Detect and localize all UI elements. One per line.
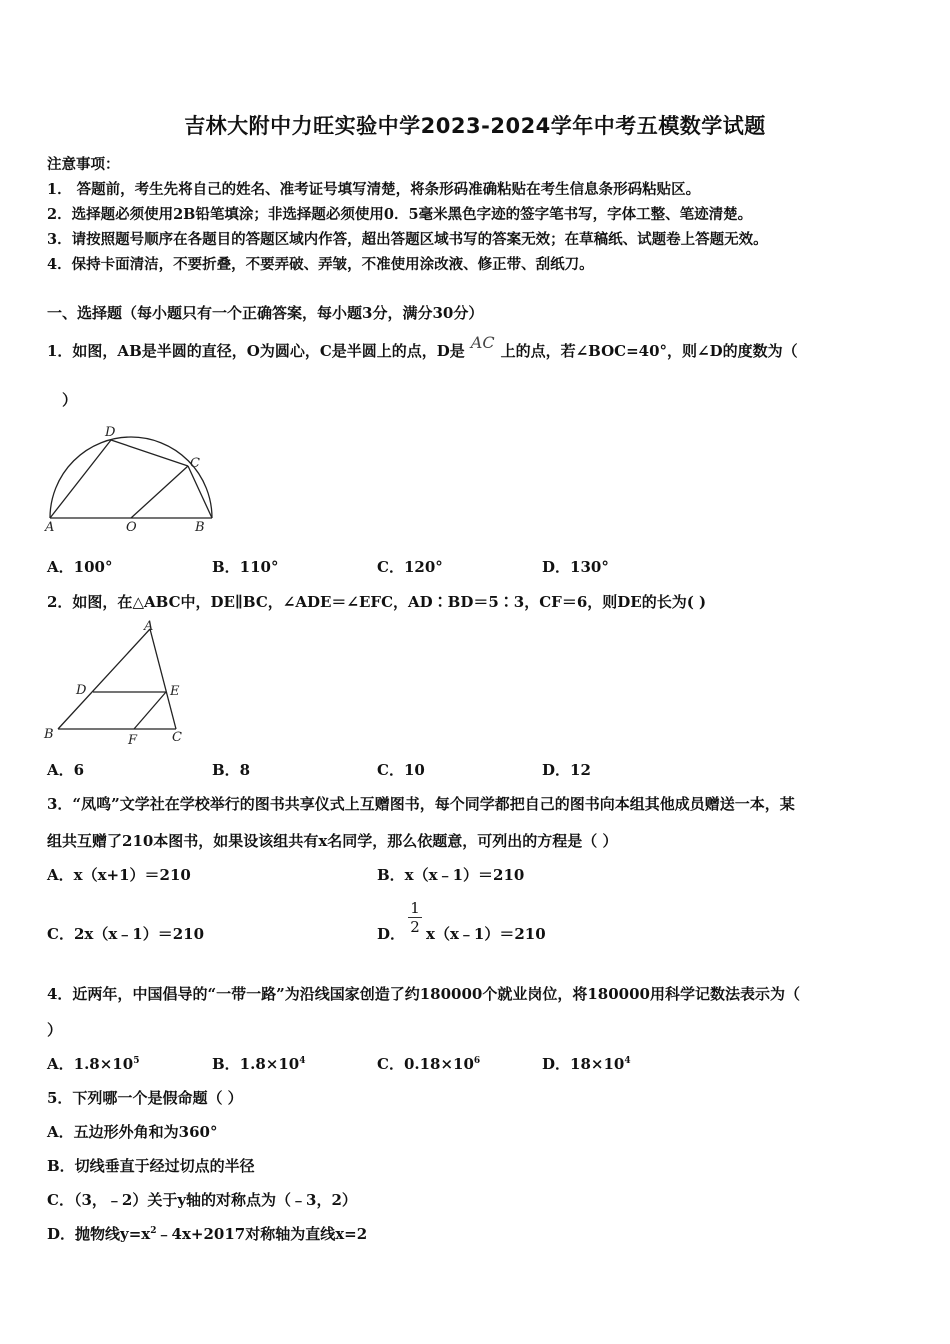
question-5: 5．下列哪一个是假命题（ ） <box>47 1089 243 1107</box>
q4-option-a[interactable] <box>47 1053 139 1074</box>
q3-option-d[interactable] <box>377 923 405 944</box>
question-1-figure <box>40 422 215 534</box>
notice-item-4: 4．保持卡面清洁，不要折叠，不要弄破、弄皱，不准使用涂改液、修正带、刮纸刀。 <box>47 256 594 273</box>
section-heading: 一、选择题（每小题只有一个正确答案，每小题3分，满分30分） <box>47 304 484 322</box>
segment-oc <box>131 466 188 518</box>
segment-ef <box>134 692 166 729</box>
page-title: 吉林大附中力旺实验中学2023-2024学年中考五模数学试题 <box>184 114 766 138</box>
q2-option-d[interactable]: D．12 <box>542 761 591 779</box>
q5-option-b[interactable]: B．切线垂直于经过切点的半径 <box>47 1157 255 1175</box>
question-1-close: ） <box>62 391 78 409</box>
q2-option-b[interactable]: B．8 <box>212 761 251 779</box>
q3-option-a[interactable]: A．x（x+1）＝210 <box>47 866 191 884</box>
question-4-line-2: ） <box>47 1021 63 1039</box>
question-3-line-2: 组共互赠了210本图书，如果设该组共有x名同学，那么依题意，可列出的方程是（ ） <box>47 832 618 850</box>
q4-option-c-exp: 6 <box>473 1056 481 1066</box>
q2-option-c[interactable]: C．10 <box>377 761 425 779</box>
label-b: B <box>195 520 205 534</box>
q2-option-a[interactable]: A．6 <box>47 761 85 779</box>
question-1-post: 上的点，若∠BOC=40°，则∠D的度数为（ <box>500 342 798 360</box>
q4-option-b-base: B．1.8×10 <box>212 1055 300 1073</box>
label-o: O <box>126 520 137 534</box>
segment-ac <box>150 629 176 729</box>
question-2: 2．如图，在△ABC中，DE∥BC，∠ADE＝∠EFC，AD∶BD＝5∶3，CF＝6，则DE的长为( ) <box>47 593 707 611</box>
q5-option-d-pre: D．抛物线y=x <box>47 1225 151 1243</box>
arc-ac-symbol: AC <box>470 333 495 352</box>
q1-option-c[interactable]: C．120° <box>377 558 443 576</box>
q5-option-d-post: ﹣4x+2017对称轴为直线x=2 <box>156 1225 368 1243</box>
label-b: B <box>44 727 54 742</box>
q5-option-c[interactable]: C．（3，﹣2）关于y轴的对称点为（﹣3，2） <box>47 1191 357 1209</box>
label-c: C <box>172 730 182 745</box>
q3-option-b[interactable]: B．x（x﹣1）＝210 <box>377 866 525 884</box>
q4-option-c[interactable] <box>377 1053 480 1074</box>
q3-option-c[interactable]: C．2x（x﹣1）＝210 <box>47 925 205 943</box>
label-a: A <box>45 520 55 534</box>
question-4-line-1: 4．近两年，中国倡导的“一带一路”为沿线国家创造了约180000个就业岗位，将180000用科学记数法表示为（ <box>47 985 800 1003</box>
label-c: C <box>190 456 200 471</box>
segment-ad <box>50 440 111 518</box>
question-1 <box>47 333 798 361</box>
q4-option-b[interactable] <box>212 1053 305 1074</box>
q5-option-a[interactable]: A．五边形外角和为360° <box>47 1123 218 1141</box>
q4-option-a-exp: 5 <box>133 1056 140 1066</box>
notice-item-3: 3．请按照题号顺序在各题目的答题区域内作答，超出答题区域书写的答案无效；在草稿纸、试题卷上答题无效。 <box>47 231 768 248</box>
q4-option-d-exp: 4 <box>624 1056 631 1066</box>
q1-option-a[interactable]: A．100° <box>47 558 113 576</box>
fraction-denominator: 2 <box>410 918 420 936</box>
question-3-line-1: 3．“凤鸣”文学社在学校举行的图书共享仪式上互赠图书，每个同学都把自己的图书向本组其他成员赠送一本，某 <box>47 795 795 813</box>
segment-dc <box>111 440 188 466</box>
notice-heading: 注意事项： <box>47 156 120 173</box>
q5-option-d[interactable] <box>47 1223 367 1244</box>
label-f: F <box>128 733 138 748</box>
q4-option-b-exp: 4 <box>299 1056 306 1066</box>
q1-option-b[interactable]: B．110° <box>212 558 279 576</box>
fraction-one-half <box>408 899 422 936</box>
question-1-pre: 1．如图，AB是半圆的直径，O为圆心，C是半圆上的点，D是 <box>47 342 465 360</box>
q4-option-c-base: C．0.18×10 <box>377 1055 474 1073</box>
label-d: D <box>76 683 87 698</box>
semicircle-arc <box>50 437 212 518</box>
q1-option-d[interactable]: D．130° <box>542 558 609 576</box>
label-a: A <box>144 619 154 634</box>
q4-option-d-base: D．18×10 <box>542 1055 625 1073</box>
q5-option-d-exp: 2 <box>150 1226 157 1236</box>
notice-item-2: 2．选择题必须使用2B铅笔填涂；非选择题必须使用0．5毫米黑色字迹的签字笔书写，字体工整、笔迹清楚。 <box>47 206 753 223</box>
question-2-figure <box>40 617 190 749</box>
segment-cb <box>188 466 212 518</box>
q4-option-d[interactable] <box>542 1053 631 1074</box>
q3-option-d-prefix: D． <box>377 925 406 943</box>
label-e: E <box>170 684 180 699</box>
segment-ab <box>58 629 150 729</box>
q4-option-a-base: A．1.8×10 <box>47 1055 134 1073</box>
q3-option-d-suffix: x（x﹣1）＝210 <box>426 925 546 943</box>
fraction-numerator: 1 <box>408 899 422 918</box>
notice-item-1: 1． 答题前，考生先将自己的姓名、准考证号填写清楚，将条形码准确粘贴在考生信息条形码粘贴区。 <box>47 181 701 198</box>
label-d: D <box>105 425 116 440</box>
